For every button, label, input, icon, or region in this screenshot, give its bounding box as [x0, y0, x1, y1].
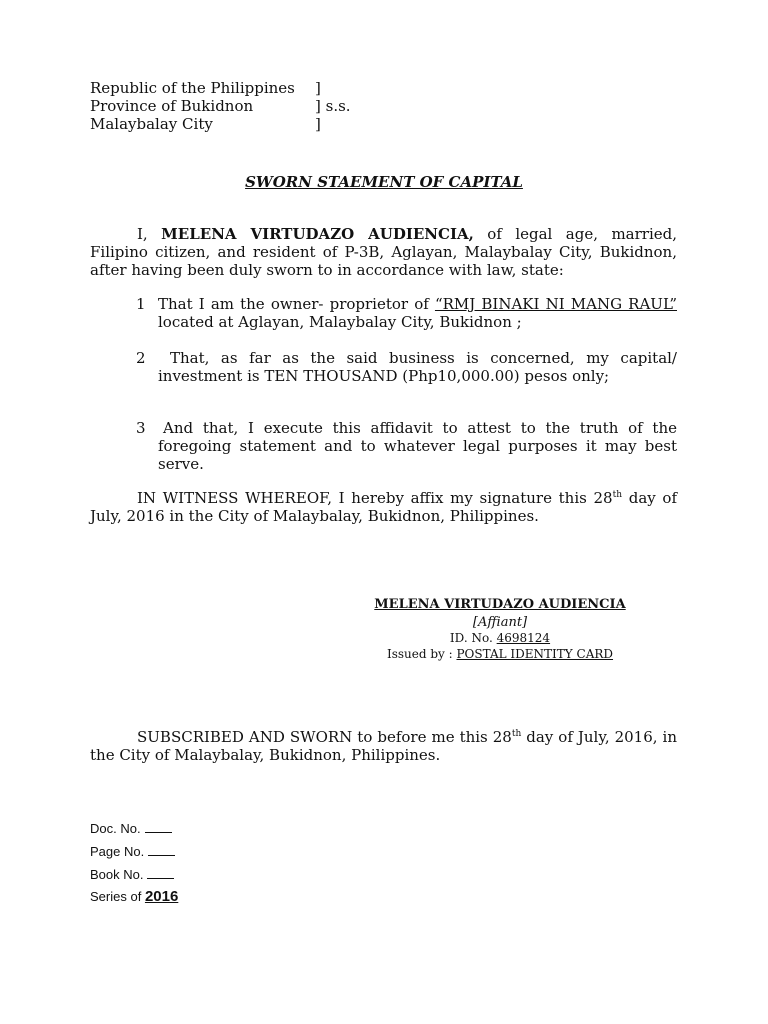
- doc-no: [90, 821, 172, 836]
- witness-after: day of July, 2016 in the City of Malaybalay, Bukidnon, Philippines.: [90, 489, 678, 525]
- book-no-blank: [147, 868, 174, 879]
- id-label: ID. No.: [449, 631, 493, 645]
- affiant-name-inline: MELENA VIRTUDAZO AUDIENCIA,: [161, 225, 474, 243]
- item-3-text: And that, I execute this affidavit to attest to the truth of the foregoing statement and to whatever legal purposes it may best serve.: [158, 419, 677, 473]
- subscribed-ordinal: th: [511, 729, 522, 739]
- item-1-before: That I am the owner- proprietor of: [158, 295, 435, 313]
- item-1-text: [158, 295, 677, 331]
- witness-before: IN WITNESS WHEREOF, I hereby affix my signature this 28: [137, 489, 613, 507]
- affiant-issued: [300, 646, 700, 662]
- doc-no-label: Doc. No.: [90, 821, 141, 836]
- page-no-label: Page No.: [90, 844, 145, 859]
- venue-bracket-3: ]: [315, 115, 321, 133]
- subscribed-before: SUBSCRIBED AND SWORN to before me this 28: [137, 728, 512, 746]
- page-no: [90, 844, 175, 859]
- intro-text: of legal age, married, Filipino citizen, and resident of P-3B, Aglayan, Malaybalay City, Bukidnon, after having been duly sworn to in accordance with law, state:: [90, 225, 677, 279]
- venue-city: Malaybalay City: [90, 115, 213, 133]
- subscribed-paragraph: [90, 728, 677, 764]
- venue-bracket-2: ] s.s.: [315, 97, 351, 115]
- intro-prefix: I,: [137, 225, 148, 243]
- affiant-id: [300, 630, 700, 646]
- page-no-blank: [148, 845, 175, 856]
- affiant-name: MELENA VIRTUDAZO AUDIENCIA: [374, 597, 626, 612]
- venue-bracket-1: ]: [315, 79, 321, 97]
- book-no-label: Book No.: [90, 867, 144, 882]
- business-name: “RMJ BINAKI NI MANG RAUL”: [434, 295, 677, 313]
- series-label: Series of: [90, 889, 142, 904]
- item-1-after: located at Aglayan, Malaybalay City, Bukidnon ;: [158, 313, 522, 331]
- item-1-number: 1: [136, 295, 146, 313]
- subscribed-after: day of July, 2016, in the City of Malaybalay, Bukidnon, Philippines.: [90, 728, 677, 764]
- id-value: 4698124: [496, 631, 551, 645]
- doc-no-blank: [145, 822, 172, 833]
- series: [90, 888, 178, 905]
- venue-province: Province of Bukidnon: [90, 97, 254, 115]
- venue-country: Republic of the Philippines: [90, 79, 295, 97]
- witness-ordinal: th: [612, 490, 623, 500]
- item-2-number: 2: [136, 349, 146, 367]
- item-3-number: 3: [136, 419, 146, 437]
- series-value: 2016: [144, 888, 179, 905]
- document-title: SWORN STAEMENT OF CAPITAL: [245, 173, 523, 191]
- issued-value: POSTAL IDENTITY CARD: [456, 647, 614, 661]
- witness-paragraph: [90, 489, 677, 525]
- intro-paragraph: [90, 225, 677, 279]
- affiant-role: [Affiant]: [472, 615, 528, 630]
- item-2-text: That, as far as the said business is concerned, my capital/ investment is TEN THOUSAND (Php10,000.00) pesos only;: [158, 349, 677, 385]
- issued-label: Issued by :: [386, 647, 453, 661]
- book-no: [90, 867, 174, 882]
